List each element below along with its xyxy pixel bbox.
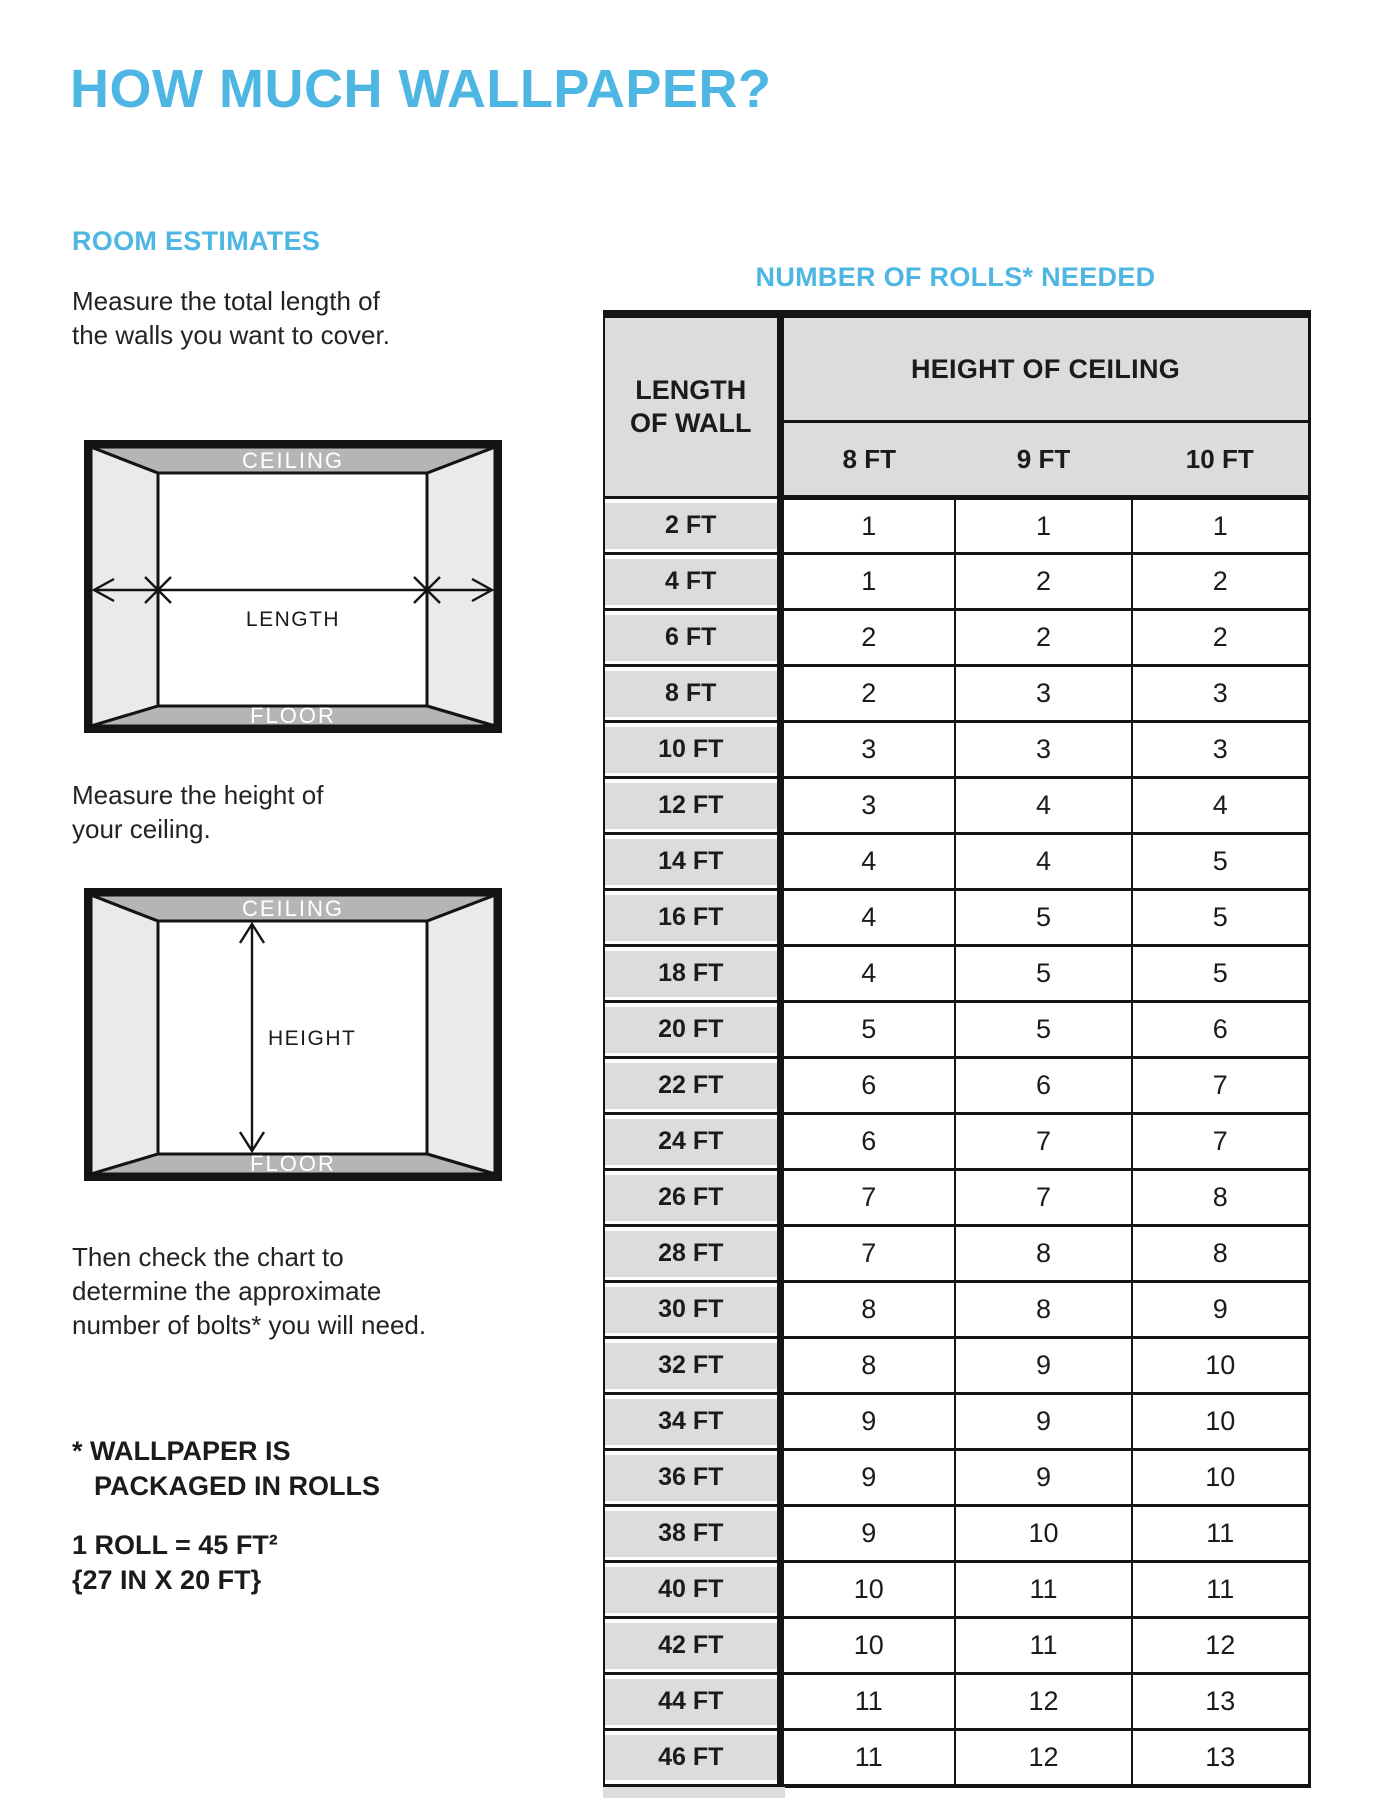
right-wall xyxy=(427,895,495,1174)
rolls-value-cell: 10 xyxy=(1132,1450,1309,1506)
wall-length-cell: 38 FT xyxy=(604,1506,780,1562)
table-row xyxy=(604,1170,1309,1226)
step1-paragraph xyxy=(72,284,390,352)
table-row xyxy=(604,1674,1309,1730)
column-header-8ft: 8 FT xyxy=(780,422,955,498)
rolls-value-cell: 6 xyxy=(1132,1002,1309,1058)
step3-line: determine the approximate xyxy=(72,1276,382,1306)
table-row xyxy=(604,1338,1309,1394)
rolls-value-cell: 7 xyxy=(780,1170,955,1226)
rolls-value-cell: 5 xyxy=(955,946,1132,1002)
rolls-value-cell: 11 xyxy=(955,1618,1132,1674)
table-row xyxy=(604,498,1309,554)
rolls-value-cell: 11 xyxy=(780,1730,955,1787)
table-row xyxy=(604,1394,1309,1450)
rolls-value-cell: 7 xyxy=(1132,1058,1309,1114)
table-row xyxy=(604,666,1309,722)
table-row xyxy=(604,1282,1309,1338)
rolls-value-cell: 2 xyxy=(1132,554,1309,610)
rolls-table-heading: NUMBER OF ROLLS* NEEDED xyxy=(755,262,1156,292)
wall-length-cell: 24 FT xyxy=(604,1114,780,1170)
rolls-value-cell: 2 xyxy=(955,554,1132,610)
ceiling-label: CEILING xyxy=(241,448,345,473)
table-row xyxy=(604,554,1309,610)
rolls-table xyxy=(603,310,1311,1788)
wall-length-cell: 14 FT xyxy=(604,834,780,890)
rolls-value-cell: 5 xyxy=(1132,946,1309,1002)
wall-length-cell: 18 FT xyxy=(604,946,780,1002)
rolls-value-cell: 3 xyxy=(955,666,1132,722)
table-row xyxy=(604,1114,1309,1170)
table-row xyxy=(604,1562,1309,1618)
footnote-line: PACKAGED IN ROLLS xyxy=(94,1471,381,1501)
wall-length-cell: 20 FT xyxy=(604,1002,780,1058)
wall-length-cell: 26 FT xyxy=(604,1170,780,1226)
step1-line: the walls you want to cover. xyxy=(72,320,390,350)
step2-line: Measure the height of xyxy=(72,780,324,810)
wall-length-cell: 22 FT xyxy=(604,1058,780,1114)
page-title: HOW MUCH WALLPAPER? xyxy=(70,59,772,119)
rolls-value-cell: 10 xyxy=(1132,1394,1309,1450)
rolls-value-cell: 4 xyxy=(780,834,955,890)
wall-length-cell: 46 FT xyxy=(604,1730,780,1787)
table-row xyxy=(604,1730,1309,1787)
wallpaper-footnote xyxy=(72,1434,380,1504)
wall-length-cell: 8 FT xyxy=(604,666,780,722)
room-height-diagram xyxy=(84,888,502,1181)
column-header-9ft: 9 FT xyxy=(955,422,1132,498)
rolls-value-cell: 9 xyxy=(780,1506,955,1562)
rolls-value-cell: 13 xyxy=(1132,1674,1309,1730)
step2-paragraph xyxy=(72,778,324,846)
rolls-value-cell: 8 xyxy=(780,1282,955,1338)
wall-length-cell: 6 FT xyxy=(604,610,780,666)
rolls-value-cell: 5 xyxy=(1132,834,1309,890)
table-row xyxy=(604,1450,1309,1506)
wall-length-cell: 34 FT xyxy=(604,1394,780,1450)
rolls-value-cell: 8 xyxy=(955,1226,1132,1282)
wall-length-cell: 42 FT xyxy=(604,1618,780,1674)
rolls-table-body xyxy=(604,498,1309,1787)
rolls-value-cell: 1 xyxy=(955,498,1132,554)
room-length-diagram xyxy=(84,440,502,733)
floor-label: FLOOR xyxy=(250,1151,336,1176)
rolls-value-cell: 2 xyxy=(780,610,955,666)
table-row xyxy=(604,946,1309,1002)
ceiling-label: CEILING xyxy=(241,896,345,921)
rolls-value-cell: 3 xyxy=(955,722,1132,778)
rolls-value-cell: 9 xyxy=(955,1338,1132,1394)
group-header-row xyxy=(604,314,1309,422)
wall-length-cell: 40 FT xyxy=(604,1562,780,1618)
rolls-value-cell: 10 xyxy=(1132,1338,1309,1394)
rolls-value-cell: 2 xyxy=(955,610,1132,666)
rolls-value-cell: 3 xyxy=(1132,722,1309,778)
wall-length-cell: 12 FT xyxy=(604,778,780,834)
length-label: LENGTH xyxy=(245,608,341,631)
rolls-value-cell: 8 xyxy=(1132,1170,1309,1226)
rolls-value-cell: 7 xyxy=(955,1170,1132,1226)
rolls-value-cell: 9 xyxy=(780,1394,955,1450)
rolls-value-cell: 11 xyxy=(780,1674,955,1730)
rolls-value-cell: 10 xyxy=(780,1562,955,1618)
table-row xyxy=(604,834,1309,890)
floor-label: FLOOR xyxy=(250,703,336,728)
length-of-wall-header xyxy=(604,314,780,498)
rolls-value-cell: 9 xyxy=(780,1450,955,1506)
wall-length-cell: 32 FT xyxy=(604,1338,780,1394)
step1-line: Measure the total length of xyxy=(72,286,380,316)
rolls-value-cell: 6 xyxy=(955,1058,1132,1114)
corner-line: OF WALL xyxy=(630,408,752,438)
step3-line: Then check the chart to xyxy=(72,1242,344,1272)
table-row xyxy=(604,778,1309,834)
step3-line: number of bolts* you will need. xyxy=(72,1310,427,1340)
roll-size-note xyxy=(72,1528,278,1598)
rolls-value-cell: 3 xyxy=(780,778,955,834)
rolls-table-container xyxy=(603,310,1311,1788)
rolls-value-cell: 12 xyxy=(955,1674,1132,1730)
rolls-value-cell: 2 xyxy=(780,666,955,722)
rolls-value-cell: 7 xyxy=(780,1226,955,1282)
step3-paragraph xyxy=(72,1240,426,1342)
wall-length-cell: 30 FT xyxy=(604,1282,780,1338)
table-row xyxy=(604,722,1309,778)
table-row xyxy=(604,1618,1309,1674)
rolls-value-cell: 6 xyxy=(780,1114,955,1170)
rolls-value-cell: 5 xyxy=(955,890,1132,946)
rolls-value-cell: 13 xyxy=(1132,1730,1309,1787)
rolls-value-cell: 8 xyxy=(1132,1226,1309,1282)
corner-line: LENGTH xyxy=(635,375,747,405)
rolls-value-cell: 7 xyxy=(955,1114,1132,1170)
rolls-value-cell: 11 xyxy=(955,1562,1132,1618)
rolls-value-cell: 11 xyxy=(1132,1506,1309,1562)
column-header-10ft: 10 FT xyxy=(1132,422,1309,498)
roll-info-line: {27 IN X 20 FT} xyxy=(72,1565,262,1595)
table-row xyxy=(604,1506,1309,1562)
rolls-value-cell: 8 xyxy=(780,1338,955,1394)
step2-line: your ceiling. xyxy=(72,814,211,844)
rolls-value-cell: 8 xyxy=(955,1282,1132,1338)
rolls-value-cell: 6 xyxy=(780,1058,955,1114)
wall-length-cell: 36 FT xyxy=(604,1450,780,1506)
rolls-value-cell: 5 xyxy=(955,1002,1132,1058)
left-wall xyxy=(91,895,158,1174)
rolls-value-cell: 10 xyxy=(780,1618,955,1674)
table-row xyxy=(604,1002,1309,1058)
rolls-value-cell: 12 xyxy=(1132,1618,1309,1674)
wall-length-cell: 16 FT xyxy=(604,890,780,946)
rolls-value-cell: 4 xyxy=(1132,778,1309,834)
rolls-value-cell: 4 xyxy=(955,778,1132,834)
rolls-value-cell: 12 xyxy=(955,1730,1132,1787)
wall-length-cell: 44 FT xyxy=(604,1674,780,1730)
table-row xyxy=(604,1226,1309,1282)
wall-length-cell: 28 FT xyxy=(604,1226,780,1282)
rolls-value-cell: 5 xyxy=(1132,890,1309,946)
rolls-value-cell: 7 xyxy=(1132,1114,1309,1170)
wall-length-cell: 4 FT xyxy=(604,554,780,610)
rolls-value-cell: 1 xyxy=(780,498,955,554)
table-row xyxy=(604,610,1309,666)
rolls-value-cell: 9 xyxy=(1132,1282,1309,1338)
table-row xyxy=(604,1058,1309,1114)
rolls-value-cell: 11 xyxy=(1132,1562,1309,1618)
rolls-value-cell: 4 xyxy=(955,834,1132,890)
rolls-value-cell: 9 xyxy=(955,1394,1132,1450)
wall-length-cell: 2 FT xyxy=(604,498,780,554)
rolls-value-cell: 10 xyxy=(955,1506,1132,1562)
height-label: HEIGHT xyxy=(268,1027,357,1050)
rolls-value-cell: 4 xyxy=(780,946,955,1002)
wall-length-cell: 10 FT xyxy=(604,722,780,778)
table-row xyxy=(604,890,1309,946)
rolls-value-cell: 5 xyxy=(780,1002,955,1058)
rolls-value-cell: 9 xyxy=(955,1450,1132,1506)
rolls-value-cell: 2 xyxy=(1132,610,1309,666)
rolls-value-cell: 1 xyxy=(1132,498,1309,554)
height-of-ceiling-header: HEIGHT OF CEILING xyxy=(780,314,1309,422)
footnote-line: * WALLPAPER IS xyxy=(72,1436,291,1466)
roll-info-line: 1 ROLL = 45 FT² xyxy=(72,1530,278,1560)
room-estimates-heading: ROOM ESTIMATES xyxy=(72,226,321,256)
rolls-value-cell: 4 xyxy=(780,890,955,946)
rolls-value-cell: 1 xyxy=(780,554,955,610)
table-foot-strip xyxy=(603,1787,785,1798)
rolls-value-cell: 3 xyxy=(780,722,955,778)
rolls-value-cell: 3 xyxy=(1132,666,1309,722)
